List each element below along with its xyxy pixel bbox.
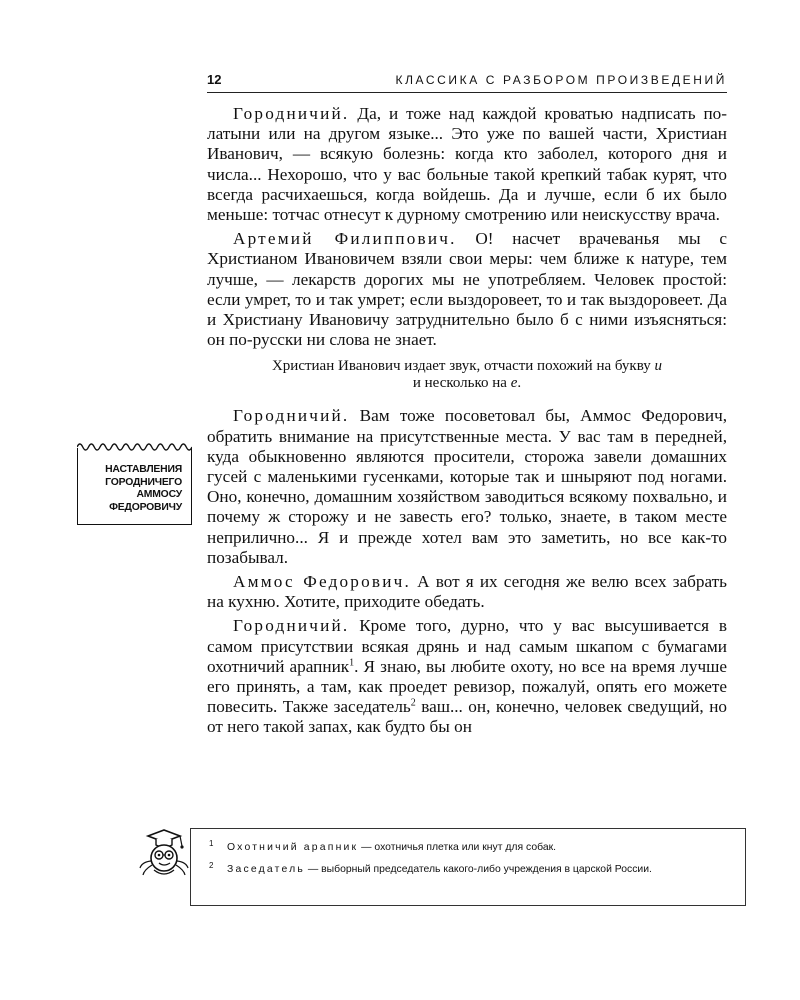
page-number: 12 bbox=[207, 72, 222, 87]
footnote-ref[interactable]: 2 bbox=[410, 697, 416, 709]
running-header bbox=[207, 70, 727, 93]
margin-note-text: НАСТАВЛЕНИЯ ГОРОДНИЧЕГО АММОСУ ФЕДОРОВИЧУ bbox=[105, 464, 182, 513]
speaker-name: Аммос Федорович. bbox=[233, 572, 411, 592]
speech-text: О! насчет врачеванья мы с Христианом Ивановичем взяли свои меры: чем ближе к натуре, тем лучше, — лекарств дорогих мы не употребляем. Человек простой: если умрет, то и так умрет; если выздоровеет, то и так выздоровеет. Да и Христиану Ивановичу затруднительно было б с ними изъясняться: он по-русски ни слова не знает. bbox=[207, 229, 727, 350]
footnote-term: Заседатель bbox=[227, 864, 305, 875]
footnotes-box bbox=[190, 828, 746, 906]
footnote-number: 1 bbox=[209, 839, 214, 848]
footnote-text: — охотничья плетка или кнут для собак. bbox=[361, 842, 557, 853]
footnote-ref[interactable]: 1 bbox=[349, 657, 355, 669]
margin-note bbox=[77, 448, 192, 525]
footnote bbox=[209, 839, 731, 855]
paragraph: Городничий. Кроме того, дурно, что у вас высушивается в самом присутствии всякая дрянь и над самым шкапом с бумагами охотничий арапник$^1$. Я знаю, вы любите охоту, но все на время лучше его принять, а там, как проедет ревизор, пожалуй, опять его можете повесить. Также заседатель$^2$ ваш... он, конечно, человек сведущий, но от него такой запах, как будто бы он bbox=[207, 616, 727, 737]
wavy-border bbox=[77, 441, 192, 451]
speaker-name: Городничий. bbox=[233, 406, 350, 426]
footnote-term: Охотничий арапник bbox=[227, 842, 359, 853]
footnote-text: — выборный председатель какого-либо учреждения в царской России. bbox=[307, 864, 652, 875]
speaker-name: Городничий. bbox=[233, 616, 350, 636]
speech-text: Вам тоже посоветовал бы, Аммос Федорович, обратить внимание на присутственные места. У вас там в передней, куда обыкновенно являются просители, сторожа завели домашних гусей с маленькими гусенками, которые так и шныряют под ногами. Оно, конечно, домашним хозяйством заводиться всякому похвально, и почему ж сторожу и не завесть его? только, знаете, в таком месте неприлично... Я и прежде хотел вам это заметить, но все как-то позабывал. bbox=[207, 406, 728, 567]
paragraph bbox=[207, 229, 727, 350]
scholar-mascot-icon bbox=[134, 828, 192, 880]
footnote-number: 2 bbox=[209, 861, 214, 870]
paragraph bbox=[207, 572, 727, 612]
speech-text: Да, и тоже над каждой кроватью надписать по-латыни или на другом языке... Это уже по вашей части, Христиан Иванович, — всякую болезнь: когда кто заболел, которого дня и числа... Нехорошо, что у вас больные такой крепкий табак курят, что всегда расчихаешься, когда войдешь. Да и лучше, если б их было меньше: тотчас отнесут к дурному смотрению или неискусству врача. bbox=[207, 104, 728, 225]
speaker-name: Городничий. bbox=[233, 104, 350, 123]
speaker-name: Артемий Филиппович. bbox=[233, 229, 457, 249]
stage-direction: Христиан Иванович издает звук, отчасти похожий на букву и и несколько на е. bbox=[271, 358, 663, 392]
running-title: КЛАССИКА С РАЗБОРОМ ПРОИЗВЕДЕНИЙ bbox=[395, 73, 727, 87]
speech-text: А вот я их сегодня же велю всех забрать на кухню. Хотите, приходите обедать. bbox=[207, 572, 727, 612]
letter-e: е bbox=[510, 375, 518, 392]
paragraph bbox=[207, 406, 727, 568]
main-text bbox=[207, 104, 727, 738]
letter-i: и bbox=[654, 358, 663, 375]
paragraph bbox=[207, 104, 727, 225]
footnote bbox=[209, 861, 731, 877]
